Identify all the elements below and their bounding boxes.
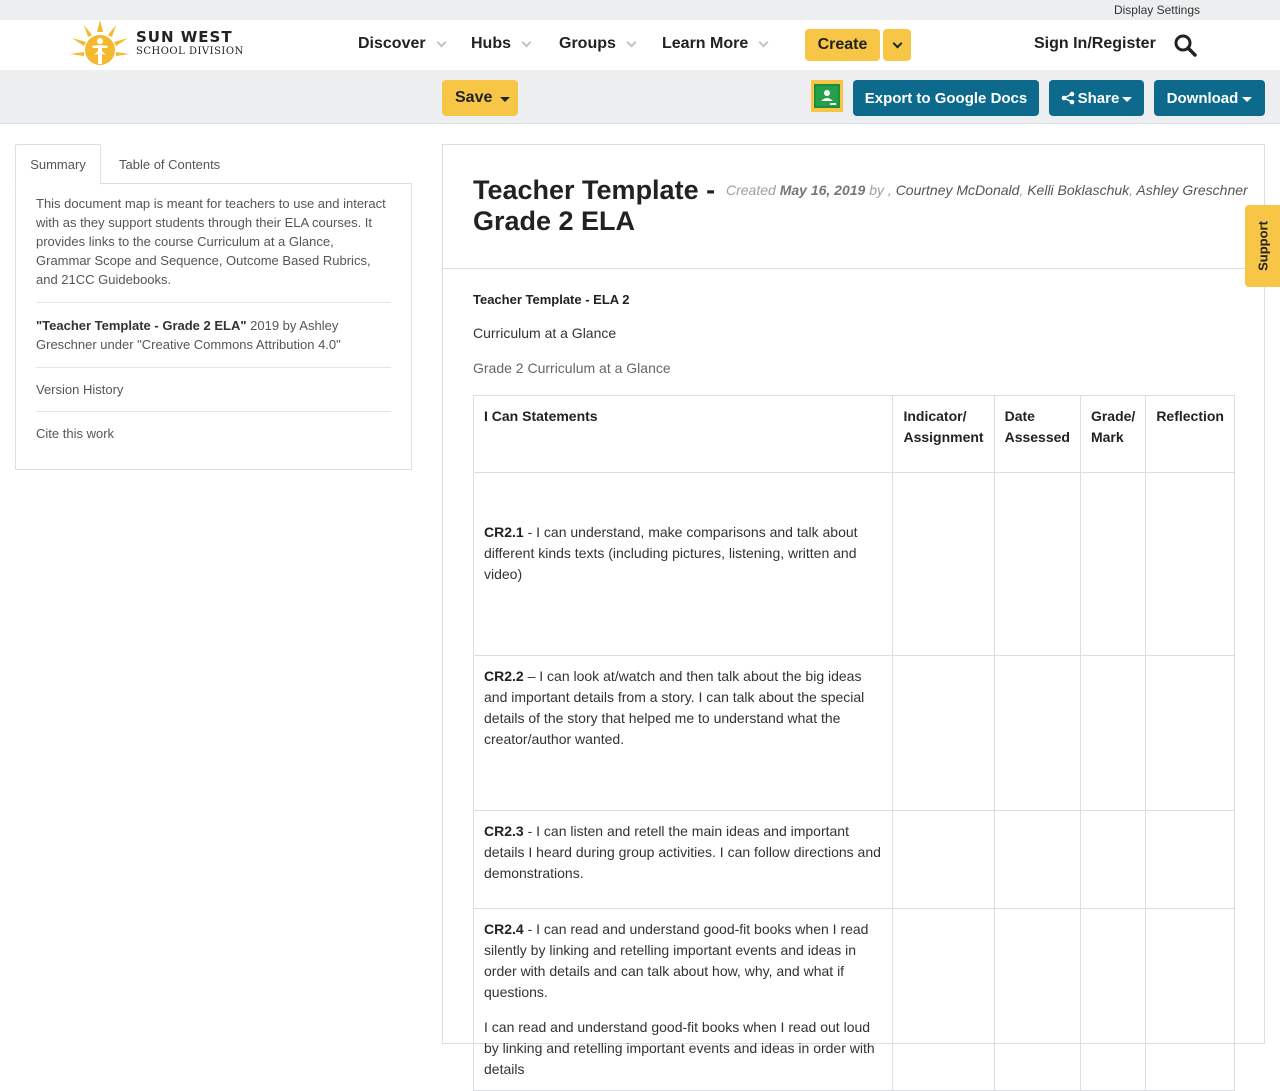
download-button[interactable]	[1154, 80, 1265, 116]
nav-learn-more[interactable]	[662, 35, 767, 53]
download-label: Download	[1166, 89, 1239, 107]
document-sidebar	[15, 144, 412, 470]
table-cell[interactable]	[1080, 656, 1145, 811]
created-label: Created	[726, 182, 776, 198]
site-logo[interactable]	[70, 20, 244, 66]
chevron-down-icon	[892, 38, 902, 48]
create-dropdown-button[interactable]	[883, 29, 911, 61]
save-button[interactable]	[442, 80, 518, 116]
statement-text: - I can understand, make comparisons and talk about different kinds texts (including pictures, listening, written and video)	[484, 524, 858, 582]
document-content	[442, 144, 1265, 1077]
table-row	[474, 811, 1235, 909]
chevron-down-icon	[759, 37, 769, 47]
table-cell[interactable]	[994, 473, 1080, 656]
created-date: May 16, 2019	[779, 182, 866, 198]
column-header: Reflection	[1146, 396, 1235, 473]
i-can-statement	[474, 909, 893, 1091]
support-label: Support	[1255, 221, 1270, 271]
display-settings-link[interactable]: Display Settings	[1113, 3, 1200, 17]
author-link[interactable]: Kelli Boklaschuk	[1027, 182, 1130, 198]
statement-text: - I can listen and retell the main ideas and important details I heard during group activities. I can follow directions and demonstrations.	[484, 823, 881, 881]
nav-discover[interactable]	[358, 35, 445, 53]
tab-summary[interactable]: Summary	[15, 144, 101, 185]
table-cell[interactable]	[1146, 909, 1235, 1091]
support-tab[interactable]	[1245, 205, 1280, 287]
caret-down-icon	[1242, 97, 1252, 102]
document-header	[443, 145, 1264, 269]
table-cell[interactable]	[994, 811, 1080, 909]
chevron-down-icon	[522, 37, 532, 47]
attribution-details: 2019 by Ashley Greschner under "Creative Commons Attribution 4.0"	[36, 318, 341, 352]
section-heading: Curriculum at a Glance	[473, 325, 617, 341]
share-label: Share	[1077, 89, 1120, 107]
statement-extra-text: I can read and understand good-fit books when I read out loud by linking and retelling important events and ideas in order with details	[484, 1019, 875, 1077]
table-cell[interactable]	[893, 811, 994, 909]
outcome-code: CR2.2	[484, 668, 524, 684]
author-link[interactable]: Courtney McDonald	[895, 182, 1020, 198]
column-header: Grade/ Mark	[1080, 396, 1145, 473]
logo-title: SUN WEST	[136, 27, 233, 46]
curriculum-table	[473, 395, 1235, 1091]
share-icon	[1061, 91, 1075, 105]
document-title: Teacher Template - Grade 2 ELA	[473, 175, 716, 236]
table-cell[interactable]	[1080, 811, 1145, 909]
table-cell[interactable]	[1146, 473, 1235, 656]
summary-panel	[15, 184, 412, 470]
document-heading: Teacher Template - ELA 2	[473, 292, 630, 307]
statement-text: - I can read and understand good-fit books when I read silently by linking and retelling important events and ideas in order with details and can talk about how, why, and what if questions.	[484, 921, 869, 1000]
search-icon[interactable]	[1173, 33, 1197, 57]
chevron-down-icon	[626, 37, 636, 47]
nav-hubs[interactable]	[471, 35, 530, 53]
version-history-link[interactable]: Version History	[36, 368, 391, 412]
author-link[interactable]: Ashley Greschner	[1136, 182, 1248, 198]
table-cell[interactable]	[1146, 811, 1235, 909]
sidebar-tabs	[15, 144, 412, 184]
attribution	[36, 303, 391, 368]
table-cell[interactable]	[1080, 909, 1145, 1091]
document-meta: Created May 16, 2019 by , Courtney McDonald, Kelli Boklaschuk, Ashley Greschner	[726, 182, 1248, 198]
table-cell[interactable]	[1080, 473, 1145, 656]
logo-subtitle: SCHOOL DIVISION	[136, 45, 244, 57]
summary-text: This document map is meant for teachers to use and interact with as they support students through their ELA courses. It provides links to the course Curriculum at a Glance, Grammar Scope and Sequence, Outcome Based Rubrics, and 21CC Guidebooks.	[36, 194, 391, 303]
google-classroom-icon[interactable]	[811, 80, 843, 112]
i-can-statement	[474, 473, 893, 656]
table-cell[interactable]	[893, 909, 994, 1091]
column-header: Indicator/ Assignment	[893, 396, 994, 473]
table-row	[474, 909, 1235, 1091]
create-button[interactable]: Create	[805, 29, 880, 61]
nav-learn-more-label: Learn More	[662, 35, 749, 52]
table-row	[474, 473, 1235, 656]
attribution-title: "Teacher Template - Grade 2 ELA"	[36, 318, 247, 333]
table-cell[interactable]	[994, 909, 1080, 1091]
export-google-docs-button[interactable]: Export to Google Docs	[853, 80, 1039, 116]
column-header: I Can Statements	[474, 396, 893, 473]
i-can-statement	[474, 656, 893, 811]
outcome-code: CR2.3	[484, 823, 524, 839]
by-label: by ,	[869, 182, 892, 198]
table-cell[interactable]	[994, 656, 1080, 811]
tab-table-of-contents[interactable]: Table of Contents	[119, 156, 221, 172]
chevron-down-icon	[436, 37, 446, 47]
cite-this-work-link[interactable]: Cite this work	[36, 426, 115, 441]
outcome-code: CR2.1	[484, 524, 524, 540]
outcome-code: CR2.4	[484, 921, 524, 937]
share-button[interactable]	[1049, 80, 1144, 116]
caret-down-icon	[500, 97, 510, 102]
utility-bar	[0, 0, 1280, 20]
document-toolbar	[0, 70, 1280, 124]
i-can-statement	[474, 811, 893, 909]
sign-in-register-link[interactable]: Sign In/Register	[1034, 35, 1156, 52]
caret-down-icon	[1122, 97, 1132, 102]
table-cell[interactable]	[1146, 656, 1235, 811]
table-cell[interactable]	[893, 656, 994, 811]
nav-groups-label: Groups	[559, 35, 616, 52]
nav-groups[interactable]	[559, 35, 635, 53]
sun-logo-icon	[70, 20, 130, 66]
nav-discover-label: Discover	[358, 35, 426, 52]
table-header-row	[474, 396, 1235, 473]
subsection-heading: Grade 2 Curriculum at a Glance	[473, 360, 671, 376]
table-cell[interactable]	[893, 473, 994, 656]
document-body	[473, 292, 1235, 376]
table-row	[474, 656, 1235, 811]
save-label: Save	[455, 89, 493, 106]
column-header: Date Assessed	[994, 396, 1080, 473]
site-header	[0, 20, 1280, 70]
nav-hubs-label: Hubs	[471, 35, 511, 52]
statement-text: – I can look at/watch and then talk about the big ideas and important details from a story. I can talk about the special details of the story that helped me to understand what the creator/author wanted.	[484, 668, 865, 747]
